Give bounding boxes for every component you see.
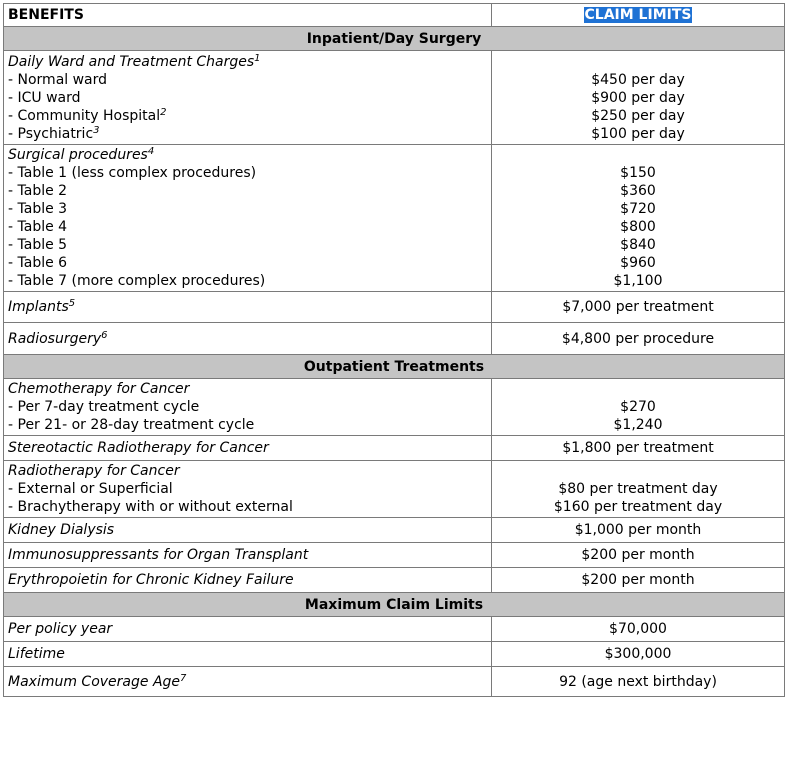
- table-row-coverage-age: [4, 667, 785, 697]
- radiosurgery-label: Radiosurgery: [8, 330, 102, 347]
- footnote-marker: 5: [68, 298, 76, 309]
- section-title-outpatient: Outpatient Treatments: [4, 355, 785, 379]
- chemotherapy-item: - Per 7-day treatment cycle: [8, 399, 200, 415]
- radiotherapy-limits: [492, 461, 785, 518]
- footnote-marker: 1: [254, 52, 261, 64]
- table-row-erythropoietin: [4, 568, 785, 593]
- dialysis-limit: $1,000 per month: [492, 518, 785, 543]
- ward-charges-label: Daily Ward and Treatment Charges: [8, 53, 255, 70]
- limit-value: $1,240: [613, 417, 663, 433]
- implants-cell: [4, 292, 492, 323]
- limit-value: $960: [620, 254, 656, 271]
- surgical-item: - Table 6: [8, 255, 68, 271]
- footnote-marker: 3: [93, 124, 100, 136]
- implants-limit: $7,000 per treatment: [492, 292, 785, 323]
- table-header-row: [4, 4, 785, 27]
- limit-value: $800: [620, 218, 656, 235]
- ward-item-community: - Community Hospital: [8, 107, 161, 124]
- surgical-item: - Table 1 (less complex procedures): [8, 165, 257, 181]
- immunosuppressants-label: Immunosuppressants for Organ Transplant: [4, 543, 492, 568]
- table-row-dialysis: [4, 518, 785, 543]
- surgical-item: - Table 7 (more complex procedures): [8, 273, 266, 289]
- erythropoietin-label: Erythropoietin for Chronic Kidney Failure: [4, 568, 492, 593]
- coverage-age-cell: [4, 667, 492, 697]
- surgical-item: - Table 4: [8, 219, 68, 235]
- erythropoietin-limit: $200 per month: [492, 568, 785, 593]
- limit-value: $250 per day: [591, 108, 685, 124]
- limit-value: $450 per day: [591, 72, 685, 88]
- stereotactic-label: Stereotactic Radiotherapy for Cancer: [4, 436, 492, 461]
- claim-limits-header-text[interactable]: CLAIM LIMITS: [584, 7, 692, 23]
- limit-value: $360: [620, 182, 656, 199]
- radiosurgery-cell: [4, 323, 492, 355]
- surgical-item: - Table 2: [8, 183, 68, 199]
- chemotherapy-cell: [4, 379, 492, 436]
- chemotherapy-label: Chemotherapy for Cancer: [8, 381, 190, 397]
- footnote-marker: 2: [160, 106, 167, 118]
- dialysis-label: Kidney Dialysis: [4, 518, 492, 543]
- coverage-age-label: Maximum Coverage Age: [8, 673, 181, 690]
- policy-year-label: Per policy year: [4, 617, 492, 642]
- section-title-inpatient: Inpatient/Day Surgery: [4, 27, 785, 51]
- coverage-age-limit: 92 (age next birthday): [492, 667, 785, 697]
- limit-value: $160 per treatment day: [553, 499, 723, 515]
- radiotherapy-item: - External or Superficial: [8, 481, 173, 497]
- table-row-policy-year: [4, 617, 785, 642]
- radiotherapy-cell: [4, 461, 492, 518]
- table-row-radiosurgery: [4, 323, 785, 355]
- lifetime-label: Lifetime: [4, 642, 492, 667]
- section-row-outpatient: [4, 355, 785, 379]
- table-row-immunosuppressants: [4, 543, 785, 568]
- surgical-label: Surgical procedures: [8, 147, 148, 163]
- ward-charges-limits: [492, 51, 785, 145]
- footnote-marker: 4: [147, 146, 155, 157]
- footnote-marker: 6: [101, 329, 108, 341]
- ward-item-normal: - Normal ward: [8, 71, 108, 88]
- table-row-ward-charges: [4, 51, 785, 145]
- limit-value: $840: [620, 236, 656, 253]
- limit-value: $80 per treatment day: [558, 481, 718, 497]
- limit-value: $720: [620, 200, 656, 217]
- stereotactic-limit: $1,800 per treatment: [492, 436, 785, 461]
- claim-limits-column-header[interactable]: [492, 4, 785, 27]
- table-row-surgical: [4, 145, 785, 292]
- table-row-stereotactic: [4, 436, 785, 461]
- benefits-column-header: BENEFITS: [4, 4, 492, 27]
- ward-charges-cell: [4, 51, 492, 145]
- surgical-item: - Table 5: [8, 237, 68, 253]
- surgical-cell: [4, 145, 492, 292]
- section-row-inpatient: [4, 27, 785, 51]
- radiotherapy-label: Radiotherapy for Cancer: [8, 463, 180, 479]
- radiotherapy-item: - Brachytherapy with or without external: [8, 499, 293, 515]
- limit-value: $1,100: [613, 272, 663, 289]
- policy-year-limit: $70,000: [492, 617, 785, 642]
- table-row-lifetime: [4, 642, 785, 667]
- table-row-implants: [4, 292, 785, 323]
- lifetime-limit: $300,000: [492, 642, 785, 667]
- section-row-maximum: [4, 593, 785, 617]
- limit-value: $100 per day: [591, 126, 685, 142]
- limit-value: $270: [620, 399, 656, 415]
- benefits-table: [3, 3, 785, 697]
- section-title-maximum: Maximum Claim Limits: [4, 593, 785, 617]
- radiosurgery-limit: $4,800 per procedure: [492, 323, 785, 355]
- footnote-marker: 7: [180, 672, 187, 684]
- ward-item-psychiatric: - Psychiatric: [8, 125, 94, 142]
- surgical-item: - Table 3: [8, 201, 68, 217]
- table-row-chemotherapy: [4, 379, 785, 436]
- chemotherapy-limits: [492, 379, 785, 436]
- limit-value: $150: [620, 164, 656, 181]
- surgical-limits: [492, 145, 785, 292]
- table-row-radiotherapy: [4, 461, 785, 518]
- ward-item-icu: - ICU ward: [8, 89, 81, 106]
- implants-label: Implants: [8, 299, 69, 315]
- immunosuppressants-limit: $200 per month: [492, 543, 785, 568]
- chemotherapy-item: - Per 21- or 28-day treatment cycle: [8, 417, 255, 433]
- limit-value: $900 per day: [591, 90, 685, 106]
